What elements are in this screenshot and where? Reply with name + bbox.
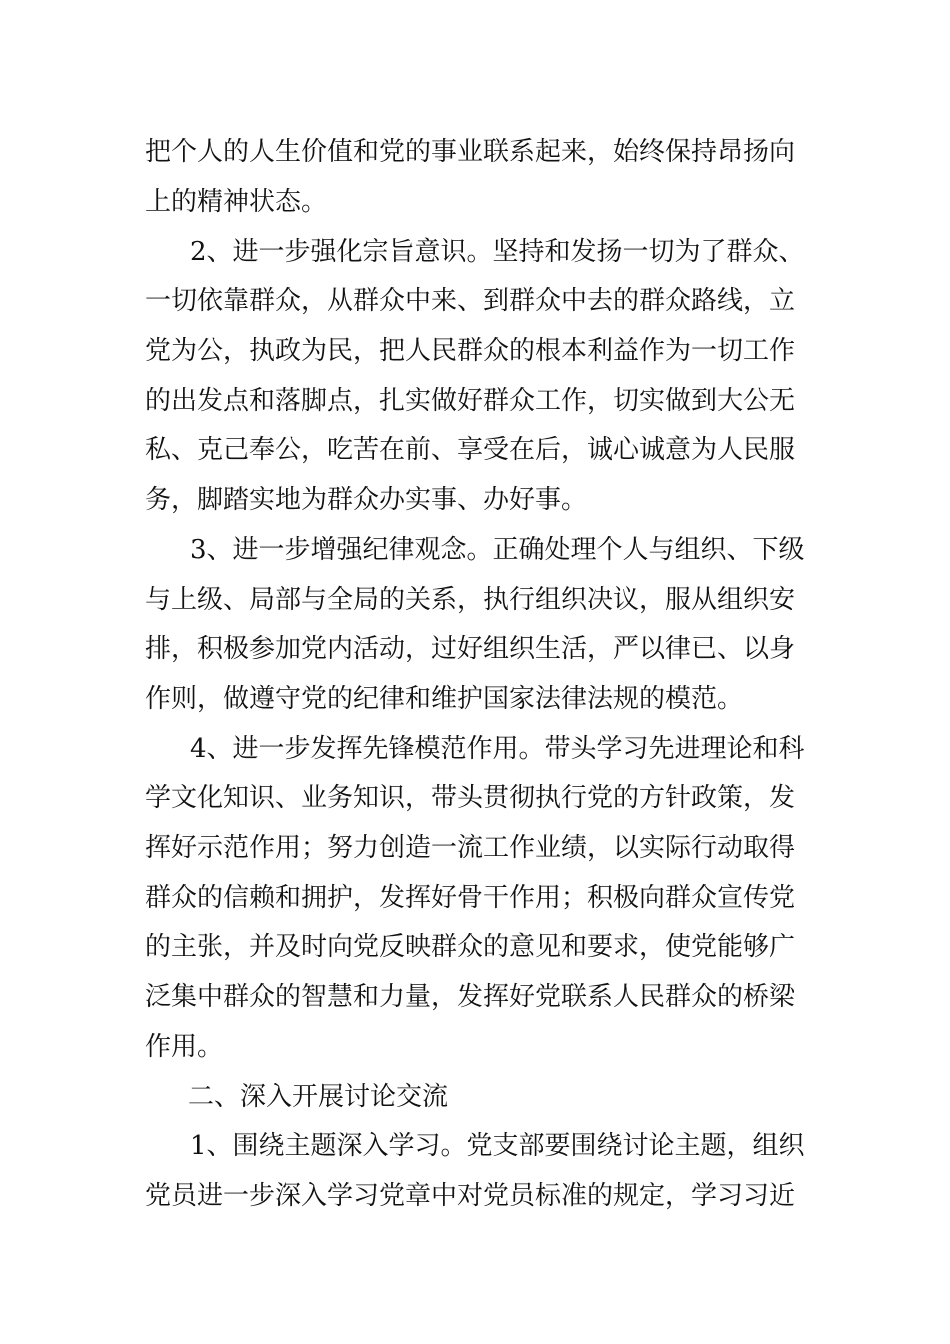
paragraph-3-start: 3、进一步增强纪律观念。正确处理个人与组织、下级 bbox=[190, 535, 805, 565]
text-line: 私、克己奉公，吃苦在前、享受在后，诚心诚意为人民服 bbox=[145, 435, 796, 465]
section-heading: 二、深入开展讨论交流 bbox=[188, 1082, 449, 1112]
text-line: 的主张，并及时向党反映群众的意见和要求，使党能够广 bbox=[145, 932, 796, 962]
text-line: 把个人的人生价值和党的事业联系起来，始终保持昂扬向 bbox=[145, 137, 796, 167]
text-line: 与上级、局部与全局的关系，执行组织决议，服从组织安 bbox=[145, 585, 796, 615]
paragraph-4-start: 4、进一步发挥先锋模范作用。带头学习先进理论和科 bbox=[190, 734, 805, 764]
paragraph-1-start: 1、围绕主题深入学习。党支部要围绕讨论主题，组织 bbox=[190, 1131, 805, 1161]
text-line: 挥好示范作用；努力创造一流工作业绩，以实际行动取得 bbox=[145, 833, 796, 863]
text-line: 务，脚踏实地为群众办实事、办好事。 bbox=[145, 485, 588, 515]
text-line: 党员进一步深入学习党章中对党员标准的规定，学习习近 bbox=[145, 1181, 796, 1211]
text-line: 群众的信赖和拥护，发挥好骨干作用；积极向群众宣传党 bbox=[145, 883, 796, 913]
text-line: 的出发点和落脚点，扎实做好群众工作，切实做到大公无 bbox=[145, 386, 796, 416]
paragraph-2-start: 2、进一步强化宗旨意识。坚持和发扬一切为了群众、 bbox=[190, 237, 805, 267]
text-line: 作则，做遵守党的纪律和维护国家法律法规的模范。 bbox=[145, 684, 744, 714]
text-line: 泛集中群众的智慧和力量，发挥好党联系人民群众的桥梁 bbox=[145, 982, 796, 1012]
text-line: 学文化知识、业务知识，带头贯彻执行党的方针政策，发 bbox=[145, 783, 796, 813]
text-line: 一切依靠群众，从群众中来、到群众中去的群众路线，立 bbox=[145, 286, 796, 316]
text-line: 上的精神状态。 bbox=[145, 187, 328, 217]
text-line: 作用。 bbox=[145, 1032, 224, 1062]
text-line: 排，积极参加党内活动，过好组织生活，严以律已、以身 bbox=[145, 634, 796, 664]
text-line: 党为公，执政为民，把人民群众的根本利益作为一切工作 bbox=[145, 336, 796, 366]
